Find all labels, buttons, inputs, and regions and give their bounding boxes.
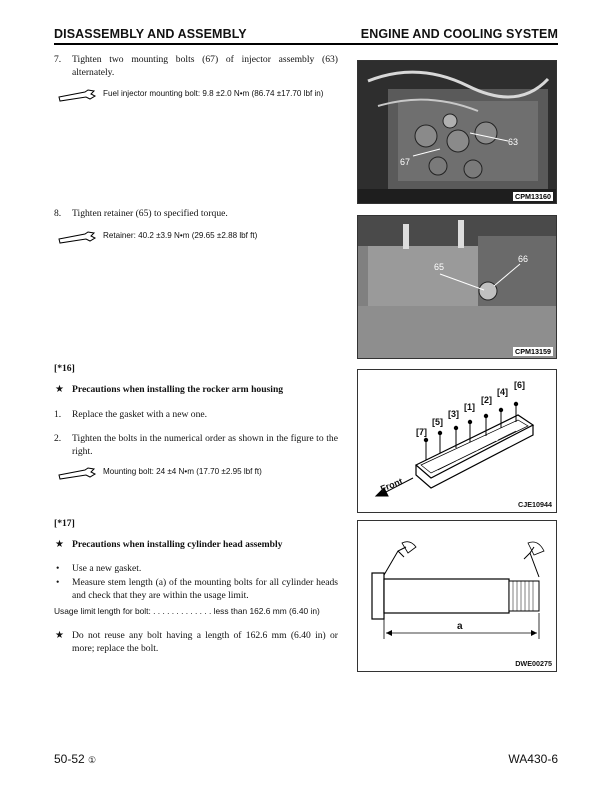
section-16-tag: [*16] [54,363,75,374]
step-7-text: Tighten two mounting bolts (67) of injector assembly (63) alternately. [72,54,338,78]
step-8-torque-spec: Retainer: 40.2 ±3.9 N•m (29.65 ±2.88 lbf ft) [103,231,258,240]
torque-wrench-icon [57,466,97,480]
model-number: WA430-6 [508,752,558,766]
section-17-bullet-2: Measure stem length (a) of the mounting bolts for all cylinder heads and check that they are within the usage limit. [72,577,338,601]
bolt-order-3: [3] [448,409,459,419]
figure-code: CPM13159 [515,347,551,356]
bullet-marker: • [56,577,60,588]
callout-65: 65 [434,262,445,272]
retainer-photo [357,215,557,359]
bolt-order-5: [5] [432,417,443,427]
step-8-text: Tighten retainer (65) to specified torque. [72,208,228,219]
section-16-title: Precautions when installing the rocker arm housing [72,384,284,395]
header-left-title: DISASSEMBLY AND ASSEMBLY [54,27,247,41]
step-8-number: 8. [54,208,62,219]
section-16-item-2: Tighten the bolts in the numerical order as shown in the figure to the right. [72,433,338,457]
section-16-torque-spec: Mounting bolt: 24 ±4 N•m (17.70 ±2.95 lbf ft) [103,467,262,476]
header-rule [54,43,558,45]
injector-photo [357,60,557,204]
bolt-order-1: [1] [464,402,475,412]
usage-limit-line: Usage limit length for bolt: . . . . . . . . . . . . . less than 162.6 mm (6.40 in) [54,606,320,616]
bolt-length-figure [357,520,557,672]
bolt-order-6: [6] [514,380,525,390]
retainer-photo-drawing [358,216,556,358]
star-icon: ★ [55,384,64,395]
dimension-a-label: a [457,621,463,632]
bolt-order-2: [2] [481,395,492,405]
callout-67: 67 [400,157,411,167]
bullet-marker: • [56,563,60,574]
callout-66: 66 [518,254,529,264]
callout-63: 63 [508,137,519,147]
bolt-order-4: [4] [497,387,508,397]
section-16-item-1: Replace the gasket with a new one. [72,409,208,420]
section-17-note: Do not reuse any bolt having a length of 162.6 mm (6.40 in) or more; replace the bolt. [72,630,338,654]
section-16-item-1-number: 1. [54,409,62,420]
torque-wrench-icon [57,230,97,244]
section-17-title: Precautions when installing cylinder head assembly [72,539,283,550]
star-icon: ★ [55,630,64,641]
rocker-housing-figure [357,369,557,513]
revision-mark: ① [88,755,97,765]
step-7-torque-spec: Fuel injector mounting bolt: 9.8 ±2.0 N•m (86.74 ±17.70 lbf in) [103,89,324,98]
figure-code: CPM13160 [515,192,551,201]
section-17-tag: [*17] [54,518,75,529]
header-right-title: ENGINE AND COOLING SYSTEM [360,27,558,41]
page-number-value: 50-52 [54,752,85,766]
star-icon: ★ [55,539,64,550]
torque-wrench-icon [57,88,97,102]
section-16-item-2-number: 2. [54,433,62,444]
bolt-length-drawing [358,521,556,671]
step-7-number: 7. [54,54,62,65]
front-label: Front [378,476,405,494]
injector-photo-drawing [358,61,556,203]
page-number [54,752,96,766]
section-17-bullet-1: Use a new gasket. [72,563,142,574]
bolt-order-7: [7] [416,427,427,437]
figure-code: CJE10944 [518,500,552,509]
figure-code: DWE00275 [515,659,552,668]
